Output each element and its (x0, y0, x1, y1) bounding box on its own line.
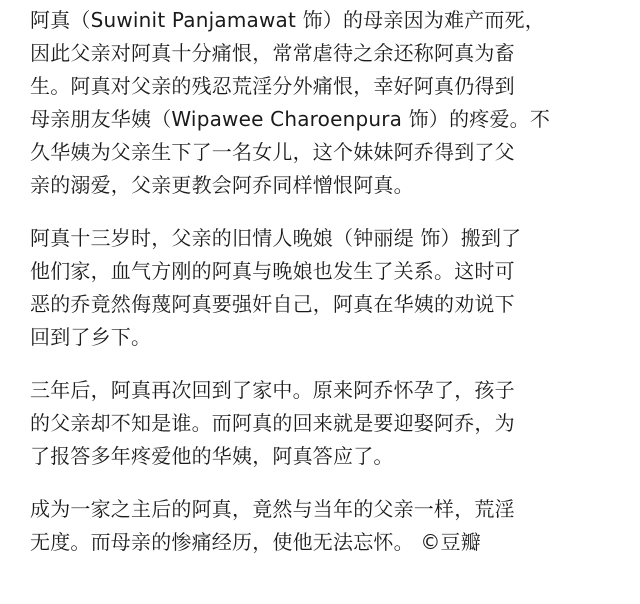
text-line: 阿真十三岁时，父亲的旧情人晚娘（钟丽缇 饰）搬到了 (30, 226, 522, 250)
text-line: 无度。而母亲的惨痛经历，使他无法忘怀。 ©豆瓣 (30, 530, 481, 554)
text-line: 阿真（Suwinit Panjamawat 饰）的母亲因为难产而死， (30, 8, 545, 32)
text-line: 因此父亲对阿真十分痛恨，常常虐待之余还称阿真为畜 (30, 41, 515, 65)
paragraph-4 (30, 493, 622, 559)
text-line: 母亲朋友华姨（Wipawee Charoenpura 饰）的疼爱。不 (30, 107, 551, 131)
text-line: 生。阿真对父亲的残忍荒淫分外痛恨，幸好阿真仍得到 (30, 74, 515, 98)
text-line: 恶的乔竟然侮蔑阿真要强奸自己，阿真在华姨的劝说下 (30, 292, 515, 316)
text-line: 了报答多年疼爱他的华姨，阿真答应了。 (30, 444, 394, 468)
text-line: 他们家，血气方刚的阿真与晚娘也发生了关系。这时可 (30, 259, 515, 283)
paragraph-2 (30, 222, 622, 354)
paragraph-3 (30, 374, 622, 473)
text-line: 久华姨为父亲生下了一名女儿，这个妹妹阿乔得到了父 (30, 140, 515, 164)
text-line: 成为一家之主后的阿真，竟然与当年的父亲一样，荒淫 (30, 497, 515, 521)
text-line: 的父亲却不知是谁。而阿真的回来就是要迎娶阿乔，为 (30, 411, 515, 435)
text-line: 亲的溺爱，父亲更教会阿乔同样憎恨阿真。 (30, 173, 414, 197)
text-line: 回到了乡下。 (30, 325, 152, 349)
text-line: 三年后，阿真再次回到了家中。原来阿乔怀孕了，孩子 (30, 378, 515, 402)
paragraph-1 (30, 4, 622, 202)
